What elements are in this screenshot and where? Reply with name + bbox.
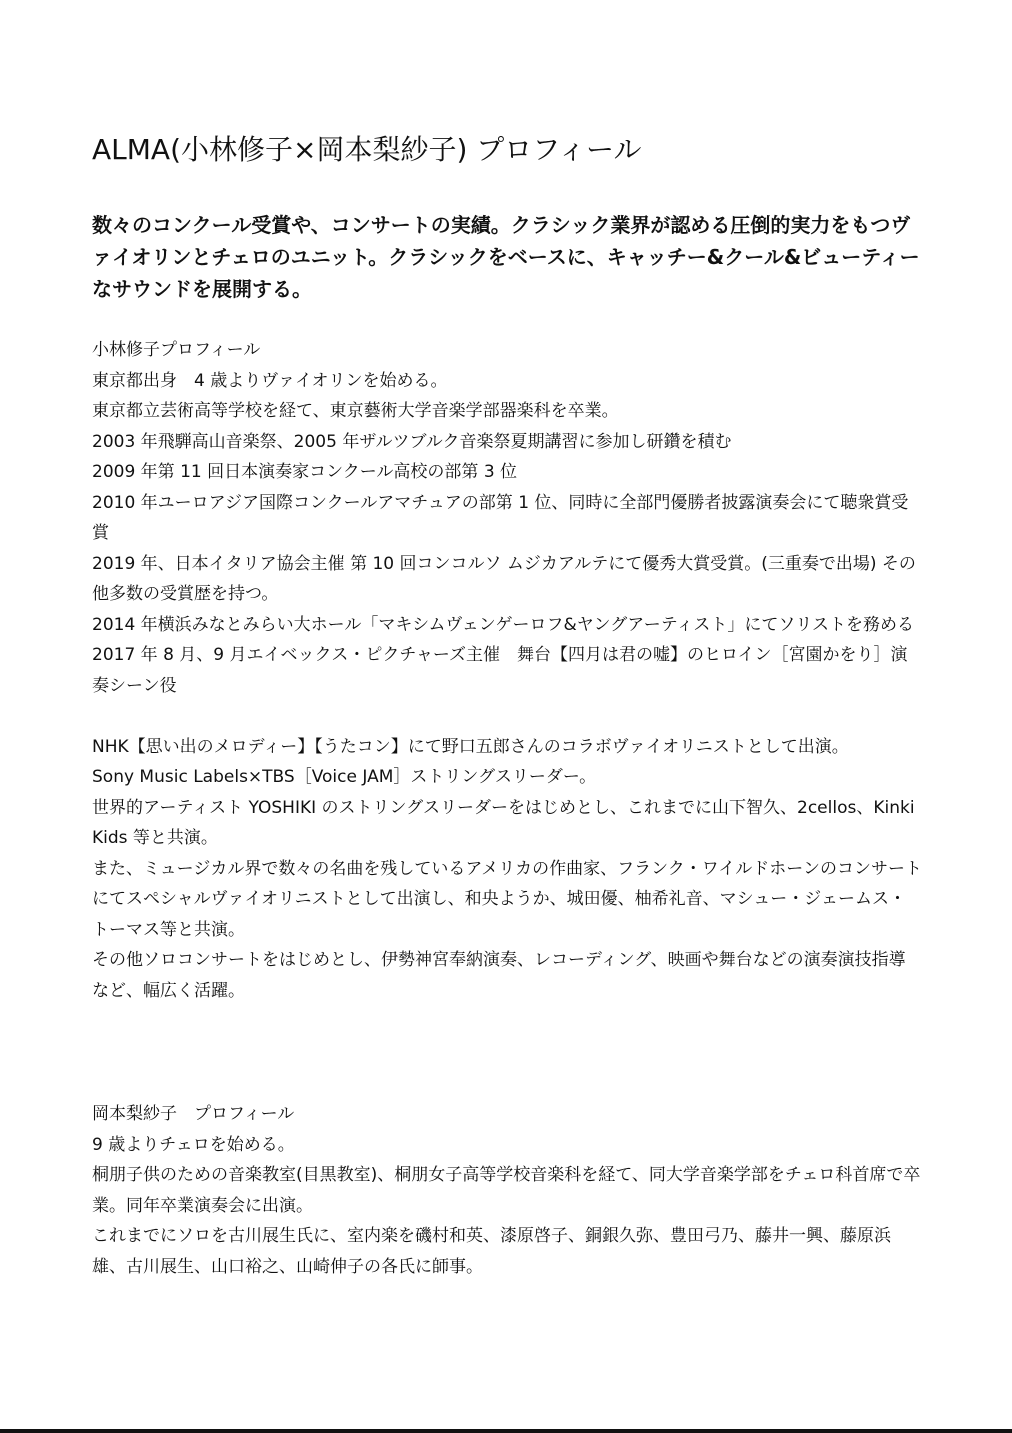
okamoto-line: 桐朋子供のための音楽教室(目黒教室)、桐朋女子高等学校音楽科を経て、同大学音楽学部をチェロ科首席で卒業。同年卒業演奏会に出演。	[92, 1165, 921, 1216]
kobayashi-line: 東京都立芸術高等学校を経て、東京藝術大学音楽学部器楽科を卒業。	[92, 401, 619, 421]
kobayashi-line: 2014 年横浜みなとみらい大ホール「マキシムヴェンゲーロフ&ヤングアーティスト」にてソリストを務める	[92, 614, 914, 635]
kobayashi-profile-section	[92, 335, 922, 1006]
kobayashi-line: 2003 年飛騨高山音楽祭、2005 年ザルツブルク音楽祭夏期講習に参加し研鑽を積む	[92, 431, 732, 452]
kobayashi-line: 2009 年第 11 回日本演奏家コンクール高校の部第 3 位	[92, 462, 518, 482]
kobayashi-career-line: 世界的アーティスト YOSHIKI のストリングスリーダーをはじめとし、これまでに山下智久、2cellos、KinkiKids 等と共演。	[92, 797, 915, 848]
paragraph-gap	[92, 701, 922, 732]
kobayashi-line: 2019 年、日本イタリア協会主催 第 10 回コンコルソ ムジカアルテにて優秀大賞受賞。(三重奏で出場) その他多数の受賞歴を持つ。	[92, 553, 916, 604]
okamoto-profile-heading: 岡本梨紗子 プロフィール	[92, 1104, 295, 1124]
okamoto-profile-section	[92, 1099, 922, 1282]
kobayashi-line: 2017 年 8 月、9 月エイベックス・ピクチャーズ主催 舞台【四月は君の嘘】のヒロイン［宮園かをり］演奏シーン役	[92, 645, 908, 696]
kobayashi-line: 2010 年ユーロアジア国際コンクールアマチュアの部第 1 位、同時に全部門優勝者披露演奏会にて聴衆賞受賞	[92, 492, 909, 543]
kobayashi-career-line: NHK【思い出のメロディー】【うたコン】にて野口五郎さんのコラボヴァイオリニストとして出演。	[92, 736, 849, 757]
kobayashi-career-line: また、ミュージカル界で数々の名曲を残しているアメリカの作曲家、フランク・ワイルドホーンのコンサートにてスペシャルヴァイオリニストとして出演し、和央ようか、城田優、柚希礼音、マシュー・ジェームス・トーマス等と共演。	[92, 858, 922, 940]
page-title: ALMA(小林修子×岡本梨紗子) プロフィール	[92, 133, 642, 166]
kobayashi-line: 東京都出身 4 歳よりヴァイオリンを始める。	[92, 370, 448, 391]
okamoto-line: 9 歳よりチェロを始める。	[92, 1134, 295, 1155]
kobayashi-career-line: Sony Music Labels×TBS［Voice JAM］ストリングスリーダー。	[92, 767, 597, 787]
bottom-border	[0, 1429, 1012, 1433]
intro-paragraph: 数々のコンクール受賞や、コンサートの実績。クラシック業界が認める圧倒的実力をもつヴァイオリンとチェロのユニット。クラシックをベースに、キャッチー&クール&ビューティーなサウンドを展開する。	[92, 213, 920, 301]
kobayashi-career-line: その他ソロコンサートをはじめとし、伊勢神宮奉納演奏、レコーディング、映画や舞台などの演奏演技指導など、幅広く活躍。	[92, 950, 906, 1001]
kobayashi-profile-heading: 小林修子プロフィール	[92, 340, 261, 360]
okamoto-line: これまでにソロを古川展生氏に、室内楽を磯村和英、漆原啓子、銅銀久弥、豊田弓乃、藤井一興、藤原浜雄、古川展生、山口裕之、山崎伸子の各氏に師事。	[92, 1226, 891, 1277]
